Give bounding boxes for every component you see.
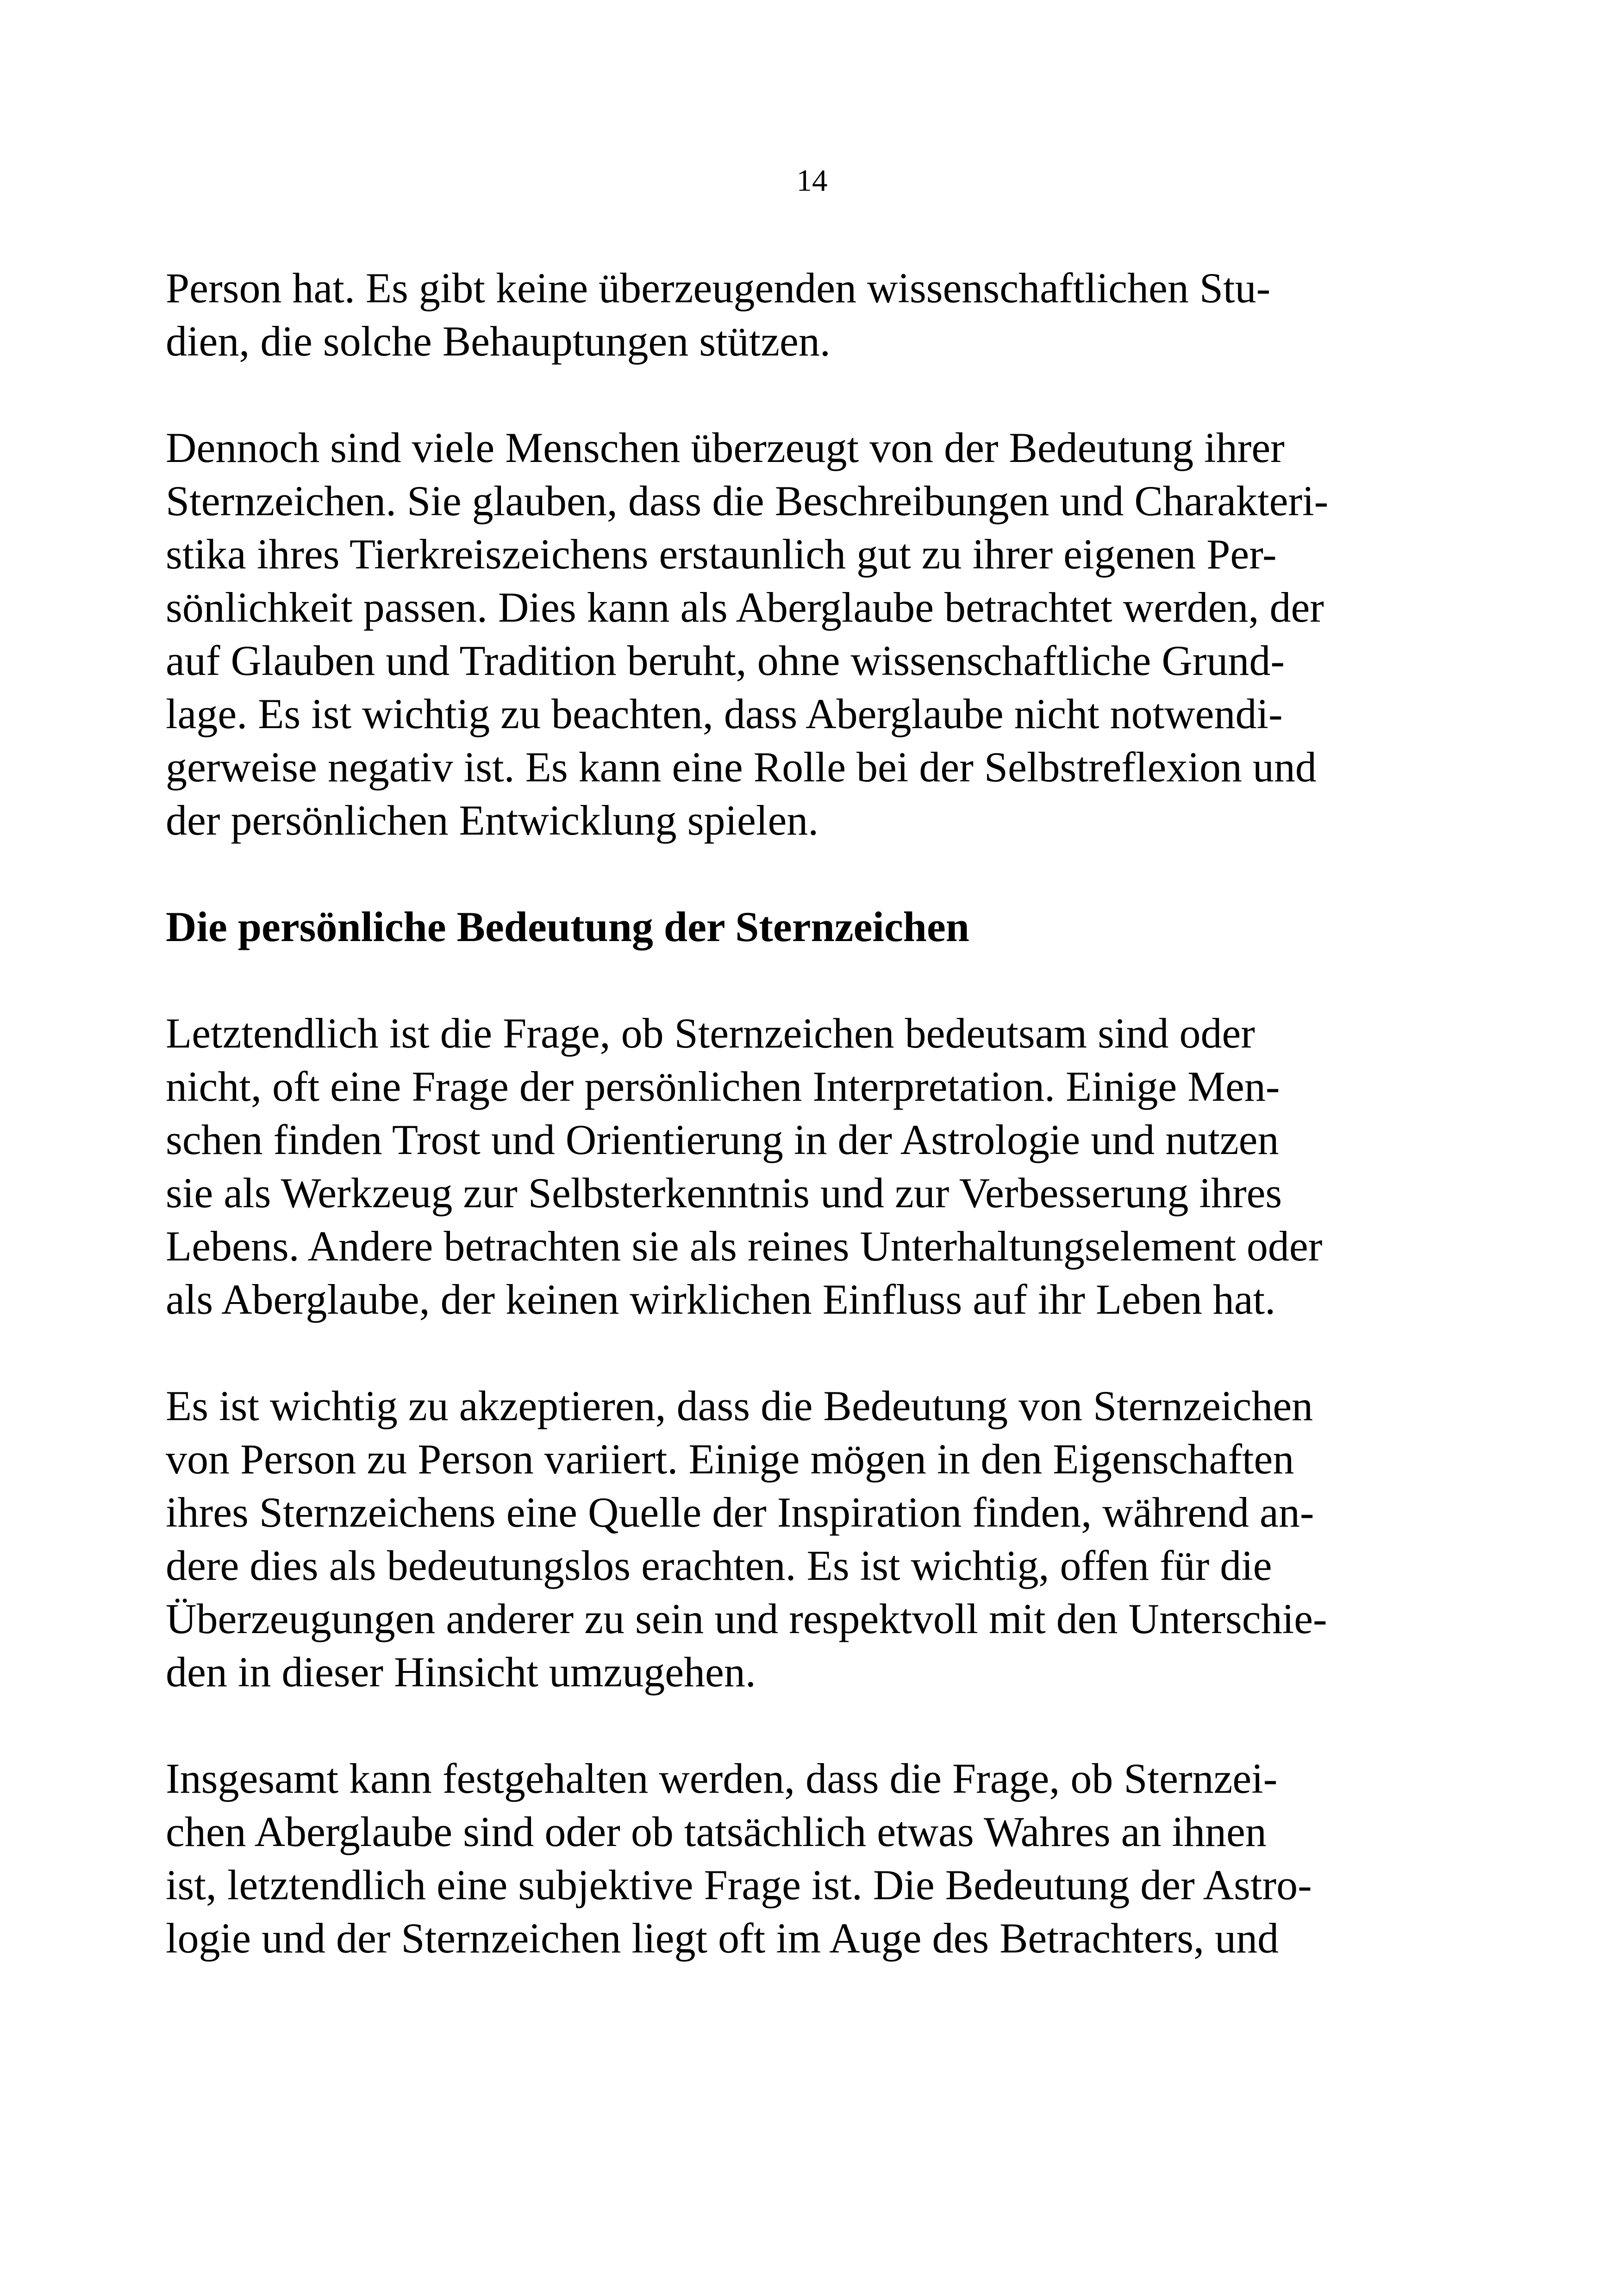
text-line: sönlichkeit passen. Dies kann als Aberglaube betrachtet werden, der [166,584,1324,631]
paragraph-gap [166,1326,1462,1379]
page-body [166,262,1462,1965]
text-line: von Person zu Person variiert. Einige mögen in den Eigenschaften [166,1435,1294,1483]
text-line: auf Glauben und Tradition beruht, ohne wissenschaftliche Grund- [166,637,1285,684]
text-line: dere dies als bedeutungslos erachten. Es ist wichtig, offen für die [166,1542,1272,1589]
text-line: chen Aberglaube sind oder ob tatsächlich etwas Wahres an ihnen [166,1808,1267,1855]
paragraph [166,262,1462,368]
text-line: sie als Werkzeug zur Selbsterkenntnis und zur Verbesserung ihres [166,1169,1282,1216]
text-line: Lebens. Andere betrachten sie als reines Unterhaltungselement oder [166,1222,1323,1270]
paragraph-gap [166,847,1462,900]
paragraph [166,1379,1462,1699]
heading-line: Die persönliche Bedeutung der Sternzeichen [166,903,969,950]
text-line: Letztendlich ist die Frage, ob Sternzeichen bedeutsam sind oder [166,1010,1255,1057]
text-line: lage. Es ist wichtig zu beachten, dass Aberglaube nicht notwendi- [166,690,1283,737]
text-line: Person hat. Es gibt keine überzeugenden wissenschaftlichen Stu- [166,264,1271,312]
text-line: der persönlichen Entwicklung spielen. [166,797,819,844]
text-line: Insgesamt kann festgehalten werden, dass die Frage, ob Sternzei- [166,1755,1278,1802]
text-line: Dennoch sind viele Menschen überzeugt von der Bedeutung ihrer [166,424,1285,471]
section-heading [166,900,1462,954]
paragraph [166,1752,1462,1965]
text-line: als Aberglaube, der keinen wirklichen Einfluss auf ihr Leben hat. [166,1276,1276,1323]
text-line: nicht, oft eine Frage der persönlichen Interpretation. Einige Men- [166,1063,1280,1110]
paragraph [166,421,1462,847]
text-line: logie und der Sternzeichen liegt oft im Auge des Betrachters, und [166,1915,1279,1962]
paragraph-gap [166,954,1462,1007]
text-line: Sternzeichen. Sie glauben, dass die Beschreibungen und Charakteri- [166,477,1329,524]
text-line: ihres Sternzeichens eine Quelle der Inspiration finden, während an- [166,1489,1314,1536]
text-line: Es ist wichtig zu akzeptieren, dass die Bedeutung von Sternzeichen [166,1382,1313,1429]
paragraph-gap [166,1699,1462,1752]
page-number: 14 [796,163,828,198]
text-line: den in dieser Hinsicht umzugehen. [166,1648,756,1696]
text-line: ist, letztendlich eine subjektive Frage ist. Die Bedeutung der Astro- [166,1861,1312,1908]
paragraph [166,1007,1462,1326]
text-line: dien, die solche Behauptungen stützen. [166,318,831,365]
text-line: stika ihres Tierkreiszeichens erstaunlich gut zu ihrer eigenen Per- [166,530,1277,578]
text-line: gerweise negativ ist. Es kann eine Rolle bei der Selbstreflexion und [166,743,1317,791]
paragraph-gap [166,368,1462,421]
text-line: Überzeugungen anderer zu sein und respektvoll mit den Unterschie- [166,1595,1327,1642]
text-line: schen finden Trost und Orientierung in der Astrologie und nutzen [166,1116,1279,1163]
